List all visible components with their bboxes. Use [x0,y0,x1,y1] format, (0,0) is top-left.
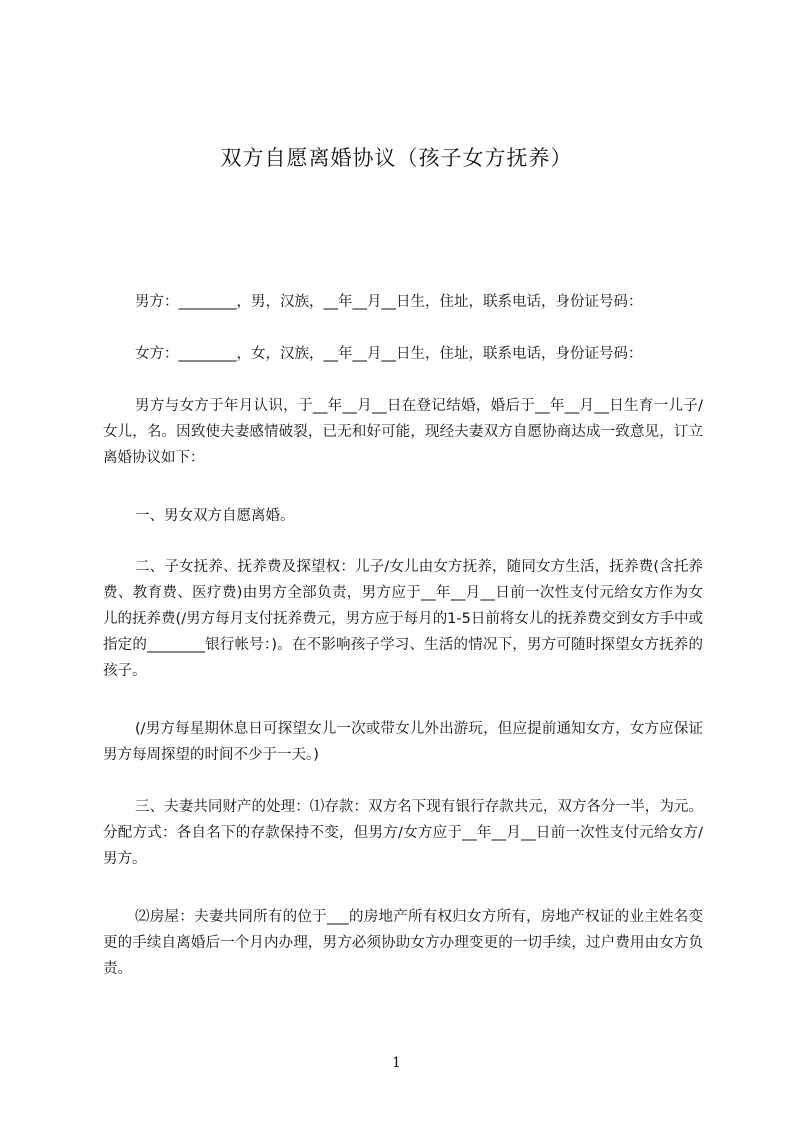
document-title: 双方自愿离婚协议（孩子女方抚养） [220,146,573,170]
paragraph-visitation: (/男方每星期休息日可探望女儿一次或带女儿外出游玩，但应提前通知女方，女方应保证男方每周探望的时间不少于一天。) [103,721,703,763]
page-number: 1 [392,1055,401,1071]
paragraph-male-info: 男方：________，男，汉族，__年__月__日生，住址，联系电话，身份证号码： [135,294,643,310]
paragraph-item-1: 一、男女双方自愿离婚。 [135,508,295,524]
paragraph-female-info: 女方：________，女，汉族，__年__月__日生，住址，联系电话，身份证号码： [135,346,643,362]
paragraph-intro: 男方与女方于年月认识，于__年__月__日在登记结婚，婚后于__年__月__日生育一儿子/女儿，名。因致使夫妻感情破裂，已无和好可能，现经夫妻双方自愿协商达成一致意见，订立离婚协议如下： [103,398,703,466]
paragraph-item-2: 二、子女抚养、抚养费及探望权：儿子/女儿由女方抚养，随同女方生活，抚养费(含托养费、教育费、医疗费)由男方全部负责，男方应于__年__月__日前一次性支付元给女方作为女儿的抚养费(/男方每月支付抚养费元，男方应于每月的1-5日前将女儿的抚养费交到女方手中或指定的________银行帐号：)。在不影响孩子学习、生活的情况下，男方可随时探望女方抚养的孩子。 [103,559,703,679]
paragraph-house: ⑵房屋：夫妻共同所有的位于___的房地产所有权归女方所有，房地产权证的业主姓名变更的手续自离婚后一个月内办理，男方必须协助女方办理变更的一切手续，过户费用由女方负责。 [103,909,703,977]
paragraph-item-3: 三、夫妻共同财产的处理：⑴存款：双方名下现有银行存款共元，双方各分一半，为元。分配方式：各自名下的存款保持不变，但男方/女方应于__年__月__日前一次性支付元给女方/男方。 [103,799,703,867]
